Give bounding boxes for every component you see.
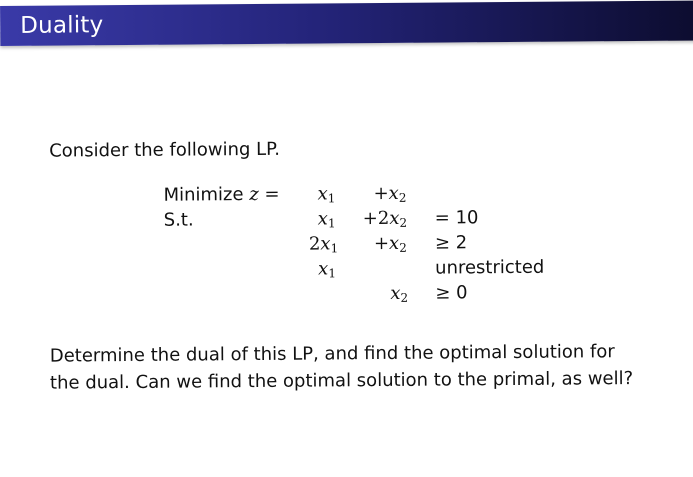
question-text [50,338,690,397]
constraint-1-rhs: = 10 [434,207,479,229]
objective-term-x1: $x_1$ [317,183,336,206]
constraint-4-term-x2: $x_2$ [390,282,409,305]
constraint-2-term-x1: $2x_1$ [308,233,339,256]
intro-text: Consider the following LP. [49,138,280,162]
constraint-1-term-x1: $x_1$ [317,208,336,231]
question-line-2: the dual. Can we find the optimal solution to the primal, as well? [49,368,634,394]
constraint-2-term-x2: $+x_2$ [373,232,407,255]
constraint-4-rhs: ≥ 0 [435,282,468,304]
constraint-1-term-x2: $+2x_2$ [362,207,408,230]
constraint-3-rhs: unrestricted [435,256,545,279]
slide-title: Duality [20,12,104,39]
objective-term-x2: $+x_2$ [373,182,407,205]
constraint-2-rhs: ≥ 2 [434,232,468,254]
lp-formulation [163,182,545,310]
constraint-3-term-x1: $x_1$ [318,258,337,281]
objective-label: Minimize z = [163,183,280,206]
question-line-1: Determine the dual of this LP, and find the optimal solution for [49,341,615,367]
constraints-label: S.t. [163,209,194,231]
slide-title-bar [0,0,693,46]
